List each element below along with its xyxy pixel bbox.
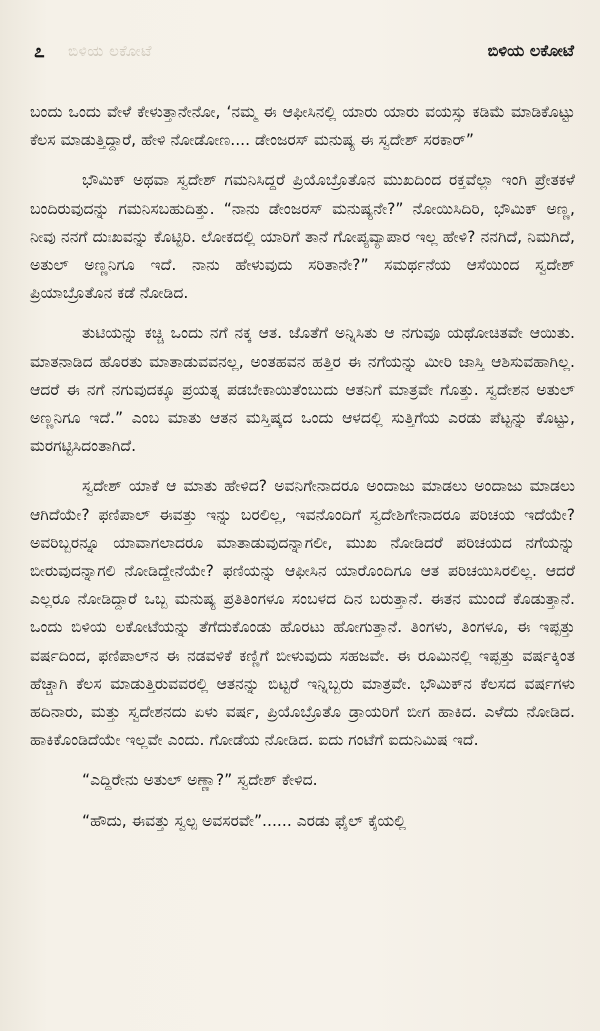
- paragraph: “ಹೌದು, ಈವತ್ತು ಸ್ವಲ್ಪ ಅವಸರವೇ”...... ಎರಡು ಫೈಲ್ ಕೈಯಲ್ಲಿ: [82, 811, 406, 830]
- paragraph: ತುಟಿಯನ್ನು ಕಚ್ಚಿ ಒಂದು ನಗೆ ನಕ್ಕ ಆತ. ಜೊತೆಗೆ ಅನ್ನಿಸಿತು ಆ ನಗುವೂ ಯಥೋಚಿತವೇ ಆಯಿತು. ಮಾತನಾಡಿದ ಹೊರತು ಮಾತಾಡುವವನಲ್ಲ, ಅಂತಹವನ ಹತ್ತಿರ ಈ ನಗೆಯನ್ನು ಮೀರಿ ಜಾಸ್ತಿ ಆಶಿಸುವಹಾಗಿಲ್ಲ. ಆದರೆ ಈ ನಗೆ ನಗುವುದಕ್ಕೂ ಪ್ರಯತ್ನ ಪಡಬೇಕಾಯಿತೆಂಬುದು ಆತನಿಗೆ ಮಾತ್ರವೇ ಗೊತ್ತು. ಸ್ವದೇಶನ ಅತುಲ್ ಅಣ್ಣನಿಗೂ ಇದೆ.” ಎಂಬ ಮಾತು ಆತನ ಮಸ್ತಿಷ್ಕದ ಒಂದು ಆಳದಲ್ಲಿ ಸುತ್ತಿಗೆಯ ಎರಡು ಪೆಟ್ಟನ್ನು ಕೊಟ್ಟು, ಮರಗಟ್ಟಿಸಿದಂತಾಗಿದೆ.: [30, 324, 575, 456]
- paragraph: “ಎದ್ದಿರೇನು ಅತುಲ್ ಅಣ್ಣಾ?” ಸ್ವದೇಶ್ ಕೇಳಿದ.: [82, 771, 318, 790]
- paragraph: ಬಂದು ಒಂದು ವೇಳೆ ಕೇಳುತ್ತಾನೇನೋ, ‘ನಮ್ಮ ಈ ಆಫೀಸಿನಲ್ಲಿ ಯಾರು ಯಾರು ವಯಸ್ಸು ಕಡಿಮೆ ಮಾಡಿಕೊಟ್ಟು ಕೆಲಸ ಮಾಡುತ್ತಿದ್ದಾರೆ, ಹೇಳಿ ನೋಡೋಣ.... ಡೇಂಜರಸ್ ಮನುಷ್ಯ ಈ ಸ್ವದೇಶ್ ಸರಕಾರ್”: [30, 103, 575, 150]
- body-text: [30, 98, 575, 847]
- page-header: [30, 40, 574, 66]
- paragraph: ಸ್ವದೇಶ್ ಯಾಕೆ ಆ ಮಾತು ಹೇಳಿದ? ಅವನಿಗೇನಾದರೂ ಅಂದಾಜು ಮಾಡಲು ಅಂದಾಜು ಮಾಡಲು ಆಗಿದೆಯೇ? ಫಣಿಪಾಲ್ ಈವತ್ತು ಇನ್ನು ಬರಲಿಲ್ಲ, ಇವನೊಂದಿಗೆ ಸ್ವದೇಶಿಗೇನಾದರೂ ಪರಿಚಯ ಇದೆಯೇ? ಅವರಿಬ್ಬರನ್ನೂ ಯಾವಾಗಲಾದರೂ ಮಾತಾಡುವುದನ್ನಾಗಲೀ, ಮುಖ ನೋಡಿದರೆ ಪರಿಚಯದ ನಗೆಯನ್ನು ಬೀರುವುದನ್ನಾಗಲಿ ನೋಡಿದ್ದೇನೆಯೇ? ಫಣಿಯನ್ನು ಆಫೀಸಿನ ಯಾರೊಂದಿಗೂ ಆತ ಪರಿಚಯಿಸಿರಲಿಲ್ಲ. ಆದರೆ ಎಲ್ಲರೂ ನೋಡಿದ್ದಾರೆ ಒಬ್ಬ ಮನುಷ್ಯ ಪ್ರತಿತಿಂಗಳೂ ಸಂಬಳದ ದಿನ ಬರುತ್ತಾನೆ. ಈತನ ಮುಂದೆ ಕೊಡುತ್ತಾನೆ. ಒಂದು ಬಿಳಿಯ ಲಕೋಟೆಯನ್ನು ತೆಗೆದುಕೊಂಡು ಹೊರಟು ಹೋಗುತ್ತಾನೆ. ತಿಂಗಳು, ತಿಂಗಳೂ, ಈ ಇಪ್ಪತ್ತು ವರ್ಷದಿಂದ, ಫಣಿಪಾಲ್‌ನ ಈ ನಡವಳಿಕೆ ಕಣ್ಣಿಗೆ ಬೀಳುವುದು ಸಹಜವೇ. ಈ ರೂಮಿನಲ್ಲಿ ಇಪ್ಪತ್ತು ವರ್ಷಕ್ಕಿಂತ ಹೆಚ್ಚಾಗಿ ಕೆಲಸ ಮಾಡುತ್ತಿರುವವರಲ್ಲಿ ಆತನನ್ನು ಬಿಟ್ಟರೆ ಇನ್ನಿಬ್ಬರು ಮಾತ್ರವೇ. ಭೌಮಿಕ್‌ನ ಕೆಲಸದ ವರ್ಷಗಳು ಹದಿನಾರು, ಮತ್ತು ಸ್ವದೇಶನದು ಏಳು ವರ್ಷ, ಪ್ರಿಯೊಬ್ರೊತೊ ಡ್ರಾಯರಿಗೆ ಬೀಗ ಹಾಕಿದ. ಎಳೆದು ನೋಡಿದ. ಹಾಕಿಕೊಂಡಿದೆಯೇ ಇಲ್ಲವೇ ಎಂದು. ಗೋಡೆಯ ನೋಡಿದ. ಐದು ಗಂಟೆಗೆ ಐದುನಿಮಿಷ ಇದೆ.: [30, 477, 575, 750]
- running-title: ಬಿಳಿಯ ಲಕೋಟೆ: [487, 41, 574, 60]
- bleed-through-header: ಬಿಳಿಯ ಲಕೋಟೆ: [68, 42, 152, 60]
- page-number: ೭: [34, 40, 45, 62]
- paragraph: ಭೌಮಿಕ್ ಅಥವಾ ಸ್ವದೇಶ್ ಗಮನಿಸಿದ್ದರೆ ಪ್ರಿಯೊಬ್ರೊತೊನ ಮುಖದಿಂದ ರಕ್ತವೆಲ್ಲಾ ಇಂಗಿ ಪ್ರೇತಕಳೆ ಬಂದಿರುವುದನ್ನು ಗಮನಿಸಬಹುದಿತ್ತು. “ನಾನು ಡೇಂಜರಸ್ ಮನುಷ್ಯನೇ?” ನೋಯಿಸಿದಿರಿ, ಭೌಮಿಕ್ ಅಣ್ಣ, ನೀವು ನನಗೆ ದುಃಖವನ್ನು ಕೊಟ್ಟಿರಿ. ಲೋಕದಲ್ಲಿ ಯಾರಿಗೆ ತಾನೆ ಗೋಪ್ಯವ್ಯಾಪಾರ ಇಲ್ಲ ಹೇಳಿ? ನನಗಿದೆ, ನಿಮಗಿದೆ, ಅತುಲ್ ಅಣ್ಣನಿಗೂ ಇದೆ. ನಾನು ಹೇಳುವುದು ಸರಿತಾನೇ?” ಸಮರ್ಥನೆಯ ಆಸೆಯಿಂದ ಸ್ವದೇಶ್ ಪ್ರಿಯಾಬ್ರೊತೊನ ಕಡೆ ನೋಡಿದ.: [30, 171, 575, 303]
